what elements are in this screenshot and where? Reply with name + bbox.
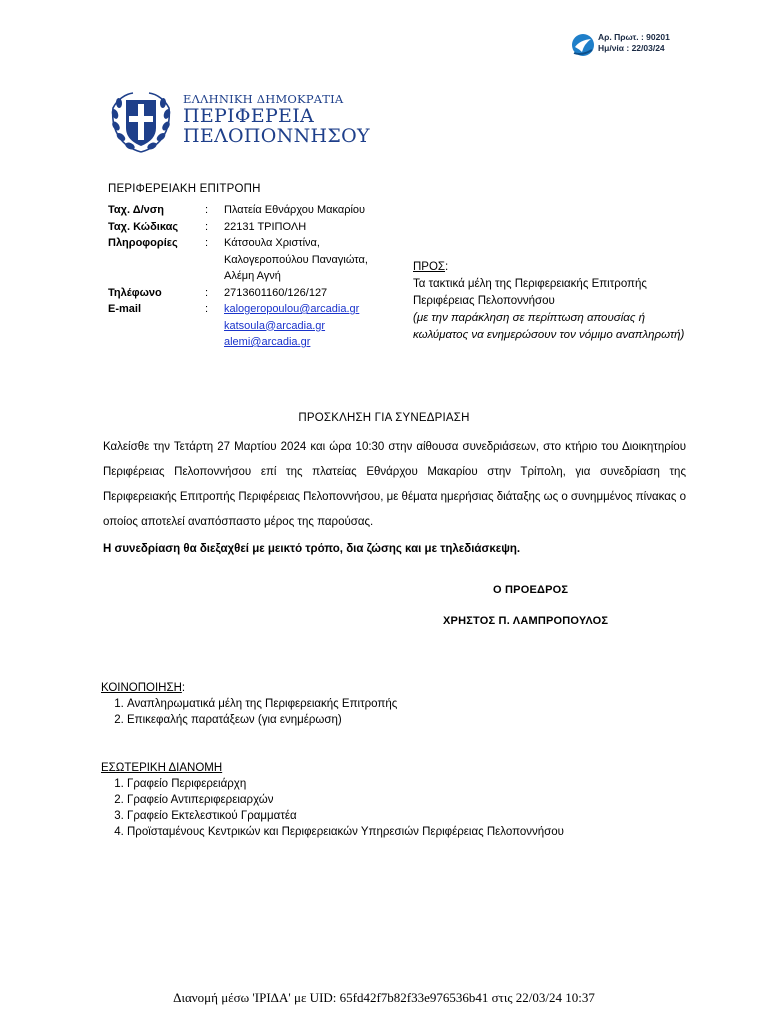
- greek-coat-of-arms-icon: [105, 86, 177, 158]
- notification-list: [101, 696, 397, 728]
- address-value: Πλατεία Εθνάρχου Μακαρίου: [224, 204, 366, 216]
- email-link[interactable]: katsoula@arcadia.gr: [224, 319, 326, 332]
- recipient-line: Τα τακτικά μέλη της Περιφερειακής Επιτροπής: [413, 278, 647, 290]
- email-link[interactable]: kalogeropoulou@arcadia.gr: [224, 303, 360, 315]
- info-label: Πληροφορίες: [108, 237, 178, 249]
- email-link[interactable]: alemi@arcadia.gr: [224, 336, 311, 348]
- recipient-note: (με την παράκληση σε περίπτωση απουσίας ή κωλύματος να ενημερώσουν τον νόμιμο αναπληρωτή): [413, 312, 685, 341]
- info-person: Κάτσουλα Χριστίνα,: [224, 237, 320, 249]
- list-item: 2. Επικεφαλής παρατάξεων (για ενημέρωση): [127, 712, 397, 728]
- recipient-block: [413, 259, 703, 344]
- internal-heading: [101, 760, 564, 776]
- stamp-date: Ημ/νία : 22/03/24: [598, 43, 665, 53]
- internal-heading-text: ΕΣΩΤΕΡΙΚΗ ΔΙΑΝΟΜΗ: [101, 762, 223, 774]
- recipient-line: Περιφέρειας Πελοποννήσου: [413, 295, 555, 307]
- stamp-text: [598, 32, 670, 54]
- internal-distribution-section: [101, 760, 564, 840]
- signature-name: ΧΡΗΣΤΟΣ Π. ΛΑΜΠΡΟΠΟΥΛΟΣ: [443, 615, 609, 627]
- colon: :: [205, 286, 209, 299]
- committee-heading: ΠΕΡΙΦΕΡΕΙΑΚΗ ΕΠΙΤΡΟΠΗ: [108, 183, 261, 195]
- phone-label: Τηλέφωνο: [108, 286, 162, 299]
- email-label: E-mail: [108, 303, 142, 315]
- logo-country: ΕΛΛΗΝΙΚΗ ΔΗΜΟΚΡΑΤΙΑ: [183, 92, 344, 106]
- list-item: 3. Γραφείο Εκτελεστικού Γραμματέα: [127, 808, 564, 824]
- email-row: [108, 301, 368, 351]
- to-label: ΠΡΟΣ: [413, 261, 446, 273]
- to-colon: :: [445, 261, 449, 273]
- distribution-footer: Διανομή μέσω 'ΙΡΙΔΑ' με UID: 65fd42f7b82f33e976536b41 στις 22/03/24 10:37: [173, 990, 595, 1005]
- info-person: Καλογεροπούλου Παναγιώτα,: [224, 253, 368, 266]
- invitation-body: Καλείσθε την Τετάρτη 27 Μαρτίου 2024 και ώρα 10:30 στην αίθουσα συνεδριάσεων, στο κτήριο του Διοικητηρίου Περιφέρειας Πελοποννήσου επί της πλατείας Εθνάρχου Μακαρίου στην Τρίπολη, για συνεδρίαση της Περιφερειακής Επιτροπής Περιφέρειας Πελοποννήσου, με θέματα ημερήσιας διάταξης ως ο συνημμένος πίνακας ο οποίος αποτελεί αναπόσπαστο μέρος της παρούσας.: [103, 441, 686, 528]
- notification-colon: :: [181, 682, 186, 694]
- colon: :: [205, 303, 209, 315]
- notification-heading: [101, 680, 397, 696]
- address-row: [108, 202, 368, 219]
- list-item: 2. Γραφείο Αντιπεριφερειαρχών: [127, 792, 564, 808]
- phone-row: [108, 285, 368, 302]
- colon: :: [205, 237, 209, 249]
- phone-value: 2713601160/126/127: [224, 286, 328, 299]
- meeting-mode: Η συνεδρίαση θα διεξαχθεί με μεικτό τρόπο, δια ζώσης και με τηλεδιάσκεψη.: [103, 543, 521, 555]
- notification-heading-text: ΚΟΙΝΟΠΟΙΗΣΗ: [101, 682, 182, 694]
- contact-table: [108, 202, 368, 351]
- list-item: 1. Αναπληρωματικά μέλη της Περιφερειακής Επιτροπής: [127, 696, 397, 712]
- signature-role: Ο ΠΡΟΕΔΡΟΣ: [493, 584, 569, 596]
- recipient-heading: [413, 259, 703, 276]
- iris-stamp-icon: [570, 31, 596, 59]
- postcode-label: Ταχ. Κώδικας: [108, 220, 179, 233]
- email-values: [224, 301, 368, 351]
- internal-list: [101, 776, 564, 840]
- address-label: Ταχ. Δ/νση: [108, 204, 165, 216]
- document-title: ΠΡΟΣΚΛΗΣΗ ΓΙΑ ΣΥΝΕΔΡΙΑΣΗ: [298, 412, 470, 424]
- info-person: Αλέμη Αγνή: [224, 270, 281, 282]
- logo-region-line2: ΠΕΛΟΠΟΝΝΗΣΟΥ: [183, 125, 370, 147]
- colon: :: [205, 204, 209, 216]
- info-value: [224, 235, 368, 285]
- protocol-stamp: [570, 31, 690, 61]
- colon: :: [205, 220, 209, 233]
- logo-region-line1: ΠΕΡΙΦΕΡΕΙΑ: [183, 105, 315, 127]
- region-logo: [103, 86, 373, 158]
- notification-section: [101, 680, 397, 728]
- list-item: 4. Προϊσταμένους Κεντρικών και Περιφερειακών Υπηρεσιών Περιφέρειας Πελοποννήσου: [127, 824, 564, 840]
- info-row: [108, 235, 368, 285]
- postcode-value: 22131 ΤΡΙΠΟΛΗ: [224, 220, 307, 233]
- postcode-row: [108, 219, 368, 236]
- list-item: 1. Γραφείο Περιφερειάρχη: [127, 776, 564, 792]
- logo-text: [183, 92, 370, 146]
- stamp-protocol-number: Αρ. Πρωτ. : 90201: [598, 32, 670, 42]
